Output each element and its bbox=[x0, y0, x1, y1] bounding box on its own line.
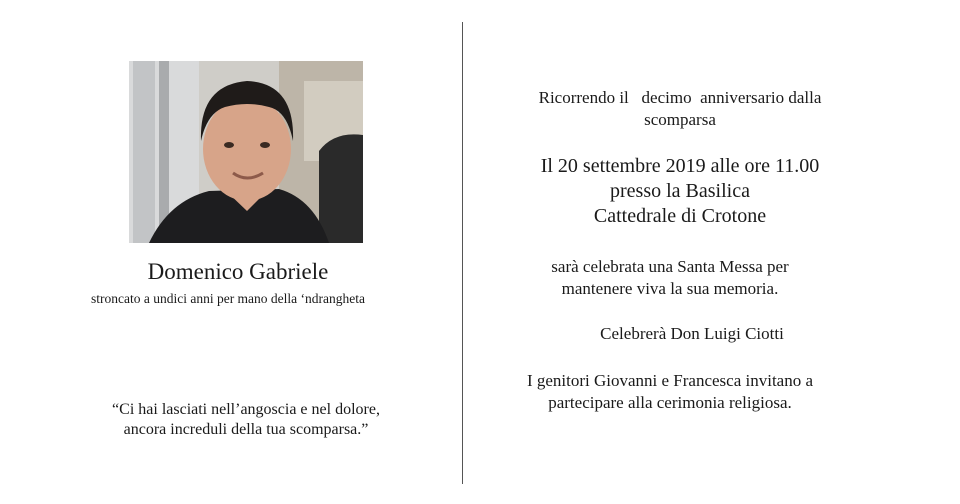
event-place-1: presso la Basilica bbox=[610, 180, 750, 202]
portrait-photo bbox=[129, 61, 363, 243]
quote-line-2: ancora increduli della tua scomparsa.” bbox=[123, 421, 369, 438]
invitation-line-2: partecipare alla cerimonia religiosa. bbox=[548, 393, 792, 412]
quote-line-1: “Ci hai lasciati nell’angoscia e nel dolore, bbox=[112, 401, 380, 418]
mass-line-1: sarà celebrata una Santa Messa per bbox=[551, 257, 789, 276]
mass-line-2: mantenere viva la sua memoria. bbox=[561, 279, 779, 298]
event-date: Il 20 settembre 2019 alle ore 11.00 bbox=[540, 155, 820, 177]
invitation-line-1: I genitori Giovanni e Francesca invitano a bbox=[526, 371, 814, 390]
mass-text bbox=[470, 256, 870, 300]
anniversary-line-1: Ricorrendo il decimo anniversario dalla bbox=[538, 88, 822, 107]
event-date-place bbox=[480, 154, 880, 229]
celebrant-text: Celebrerà Don Luigi Ciotti bbox=[600, 324, 784, 343]
anniversary-line-2: scomparsa bbox=[644, 110, 716, 129]
anniversary-text bbox=[480, 87, 880, 131]
deceased-name: Domenico Gabriele bbox=[147, 259, 329, 284]
event-place-2: Cattedrale di Crotone bbox=[593, 205, 767, 227]
memorial-quote bbox=[0, 400, 492, 440]
portrait-image bbox=[129, 61, 363, 243]
invitation-text bbox=[470, 370, 870, 414]
deceased-subtitle: stroncato a undici anni per mano della ‘ndrangheta bbox=[90, 291, 366, 306]
